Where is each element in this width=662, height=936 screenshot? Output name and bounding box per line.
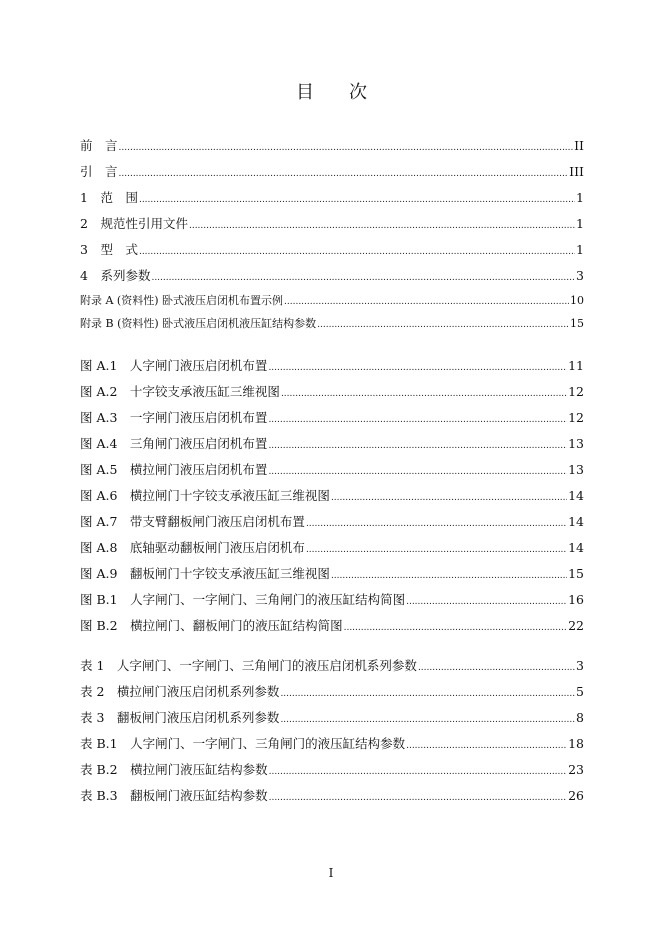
toc-entry[interactable] bbox=[80, 188, 584, 214]
toc-leader bbox=[139, 247, 575, 257]
toc-entry-label: 图 B.2 横拉闸门、翻板闸门的液压缸结构简图 bbox=[80, 618, 343, 633]
toc-entry-page: 26 bbox=[568, 788, 584, 803]
toc-entry[interactable] bbox=[80, 382, 584, 408]
toc-entry-label: 图 B.1 人字闸门、一字闸门、三角闸门的液压缸结构简图 bbox=[80, 592, 406, 607]
toc-entry-page: 23 bbox=[568, 762, 584, 777]
toc-entry-page: 15 bbox=[570, 317, 584, 330]
toc-leader bbox=[280, 715, 575, 725]
toc-entry-label: 前 言 bbox=[80, 138, 118, 153]
toc-entry-label: 表 B.2 横拉闸门液压缸结构参数 bbox=[80, 762, 268, 777]
toc-entry-page: III bbox=[569, 164, 584, 179]
toc-entry-page: 3 bbox=[576, 658, 584, 673]
toc-leader bbox=[284, 297, 569, 307]
toc-entry-page: 16 bbox=[568, 592, 584, 607]
toc-entry[interactable] bbox=[80, 136, 584, 162]
title-char-1: 目 bbox=[296, 82, 314, 103]
toc-leader bbox=[119, 143, 574, 153]
toc-entry-page: 15 bbox=[568, 566, 584, 581]
toc-entry-page: 13 bbox=[568, 462, 584, 477]
toc-entry-label: 2 规范性引用文件 bbox=[80, 216, 188, 231]
toc-entry-page: 1 bbox=[576, 242, 584, 257]
toc-leader bbox=[331, 493, 567, 503]
toc-entry-page: 22 bbox=[568, 618, 584, 633]
toc-entry[interactable] bbox=[80, 682, 584, 708]
toc-leader bbox=[268, 441, 567, 451]
toc-entry-label: 3 型 式 bbox=[80, 242, 138, 257]
toc-entry-page: 5 bbox=[576, 684, 584, 699]
toc-entry-label: 附录 B (资料性) 卧式液压启闭机液压缸结构参数 bbox=[80, 317, 317, 330]
toc-entry-label: 图 A.1 人字闸门液压启闭机布置 bbox=[80, 358, 268, 373]
toc-entry-page: 1 bbox=[576, 216, 584, 231]
toc-entry-label: 附录 A (资料性) 卧式液压启闭机布置示例 bbox=[80, 294, 284, 307]
toc-entry-page: 11 bbox=[568, 358, 584, 373]
toc-entry[interactable] bbox=[80, 460, 584, 486]
toc-entry[interactable] bbox=[80, 786, 584, 812]
toc-entry[interactable] bbox=[80, 616, 584, 642]
toc-entry-label: 1 范 围 bbox=[80, 190, 138, 205]
toc-entry[interactable] bbox=[80, 512, 584, 538]
toc-leader bbox=[119, 169, 569, 179]
toc-leader bbox=[306, 545, 567, 555]
toc-entry-label: 表 B.1 人字闸门、一字闸门、三角闸门的液压缸结构参数 bbox=[80, 736, 406, 751]
toc-entry[interactable] bbox=[80, 734, 584, 760]
toc-entry-label: 表 2 横拉闸门液压启闭机系列参数 bbox=[80, 684, 280, 699]
toc-entry[interactable] bbox=[80, 356, 584, 382]
toc-leader bbox=[268, 415, 567, 425]
toc-leader bbox=[281, 389, 567, 399]
page-number: I bbox=[328, 866, 334, 880]
toc-entry-page: 8 bbox=[576, 710, 584, 725]
toc-entry-label: 表 B.3 翻板闸门液压缸结构参数 bbox=[80, 788, 268, 803]
toc-entry[interactable] bbox=[80, 292, 584, 315]
toc-entry-page: 3 bbox=[576, 268, 584, 283]
toc-entry[interactable] bbox=[80, 266, 584, 292]
toc-entry-label: 图 A.4 三角闸门液压启闭机布置 bbox=[80, 436, 268, 451]
toc-entry-label: 图 A.8 底轴驱动翻板闸门液压启闭机布 bbox=[80, 540, 305, 555]
toc-entry[interactable] bbox=[80, 760, 584, 786]
toc-entry[interactable] bbox=[80, 240, 584, 266]
toc-leader bbox=[344, 623, 568, 633]
toc-entry-label: 图 A.2 十字铰支承液压缸三维视图 bbox=[80, 384, 280, 399]
toc-entry[interactable] bbox=[80, 315, 584, 338]
toc-leader bbox=[317, 320, 569, 330]
toc-entry[interactable] bbox=[80, 408, 584, 434]
toc-leader bbox=[268, 467, 567, 477]
toc-entry-page: 12 bbox=[568, 410, 584, 425]
toc-entry-label: 引 言 bbox=[80, 164, 118, 179]
toc-leader bbox=[306, 519, 567, 529]
toc-leader bbox=[418, 663, 575, 673]
toc-leader bbox=[406, 597, 567, 607]
toc-entry-page: II bbox=[574, 138, 584, 153]
toc-leader bbox=[269, 767, 568, 777]
toc-entry-label: 图 A.5 横拉闸门液压启闭机布置 bbox=[80, 462, 268, 477]
toc-entry-page: 18 bbox=[568, 736, 584, 751]
toc-leader bbox=[269, 793, 568, 803]
toc-entry-label: 图 A.9 翻板闸门十字铰支承液压缸三维视图 bbox=[80, 566, 330, 581]
toc-leader bbox=[406, 741, 567, 751]
toc-entry[interactable] bbox=[80, 486, 584, 512]
toc-main-section bbox=[80, 136, 584, 338]
toc-tables-section bbox=[80, 656, 584, 812]
toc-entry-label: 表 1 人字闸门、一字闸门、三角闸门的液压启闭机系列参数 bbox=[80, 658, 417, 673]
toc-leader bbox=[189, 221, 575, 231]
toc-entry-label: 图 A.3 一字闸门液压启闭机布置 bbox=[80, 410, 268, 425]
toc-leader bbox=[151, 273, 575, 283]
toc-entry[interactable] bbox=[80, 538, 584, 564]
toc-leader bbox=[331, 571, 567, 581]
toc-entry-page: 14 bbox=[568, 540, 584, 555]
toc-entry[interactable] bbox=[80, 162, 584, 188]
toc-figures-section bbox=[80, 356, 584, 642]
toc-entry[interactable] bbox=[80, 708, 584, 734]
toc-entry[interactable] bbox=[80, 564, 584, 590]
toc-entry-page: 14 bbox=[568, 514, 584, 529]
toc-entry-label: 表 3 翻板闸门液压启闭机系列参数 bbox=[80, 710, 280, 725]
toc-entry[interactable] bbox=[80, 590, 584, 616]
toc-entry-page: 13 bbox=[568, 436, 584, 451]
toc-entry[interactable] bbox=[80, 434, 584, 460]
toc-leader bbox=[139, 195, 575, 205]
toc-entry-page: 10 bbox=[570, 294, 584, 307]
toc-entry-page: 1 bbox=[576, 190, 584, 205]
title-char-2: 次 bbox=[349, 82, 367, 103]
toc-entry-label: 图 A.6 横拉闸门十字铰支承液压缸三维视图 bbox=[80, 488, 330, 503]
toc-entry[interactable] bbox=[80, 214, 584, 240]
toc-entry-label: 图 A.7 带支臂翻板闸门液压启闭机布置 bbox=[80, 514, 305, 529]
toc-entry-page: 14 bbox=[568, 488, 584, 503]
toc-leader bbox=[280, 689, 575, 699]
toc-entry-page: 12 bbox=[568, 384, 584, 399]
toc-entry-label: 4 系列参数 bbox=[80, 268, 151, 283]
toc-leader bbox=[268, 363, 567, 373]
toc-entry[interactable] bbox=[80, 656, 584, 682]
